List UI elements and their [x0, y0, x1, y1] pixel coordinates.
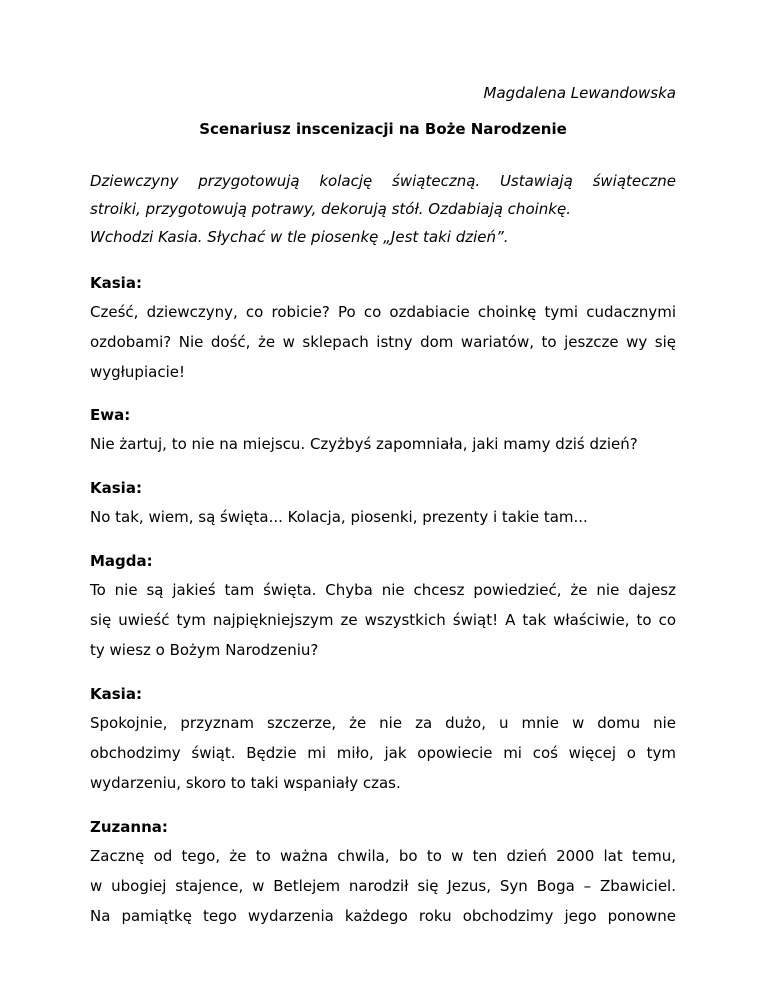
speech-text: [90, 429, 676, 459]
speaker-name: Zuzanna:: [90, 818, 168, 836]
speech-line: w ubogiej stajence, w Betlejem narodził się Jezus, Syn Boga – Zbawiciel.: [90, 877, 676, 895]
speech-line: Spokojnie, przyznam szczerze, że nie za dużo, u mnie w domu nie: [90, 714, 676, 732]
speaker-name: Kasia:: [90, 274, 142, 292]
speech-line: To nie są jakieś tam święta. Chyba nie chcesz powiedzieć, że nie dajesz: [90, 581, 676, 599]
speech-line: Nie żartuj, to nie na miejscu. Czyżbyś zapomniała, jaki mamy dziś dzień?: [90, 435, 638, 453]
dialogue-block: [90, 273, 676, 387]
speech-line: obchodzimy świąt. Będzie mi miło, jak opowiecie mi coś więcej o tym: [90, 744, 676, 762]
speech-text: [90, 708, 676, 798]
speech-text: [90, 502, 676, 532]
dialogue-block: [90, 684, 676, 798]
dialogue-block: [90, 478, 676, 532]
dialogue-block: [90, 817, 676, 931]
stage-directions: [90, 167, 676, 251]
speech-text: [90, 841, 676, 931]
dialogue-block: [90, 405, 676, 459]
stage-direction-line: Dziewczyny przygotowują kolację świąteczną. Ustawiają świąteczne: [90, 172, 676, 190]
speech-line: wydarzeniu, skoro to taki wspaniały czas.: [90, 774, 401, 792]
speech-line: ozdobami? Nie dość, że w sklepach istny dom wariatów, to jeszcze wy się: [90, 333, 676, 351]
author-name: Magdalena Lewandowska: [483, 84, 676, 102]
document-title: Scenariusz inscenizacji na Boże Narodzenie: [199, 120, 567, 138]
dialogue-block: [90, 551, 676, 665]
document-page: [90, 0, 676, 994]
speech-text: [90, 297, 676, 387]
speaker-name: Ewa:: [90, 406, 131, 424]
stage-direction-line: stroiki, przygotowują potrawy, dekorują stół. Ozdabiają choinkę.: [90, 200, 571, 218]
speech-line: wygłupiacie!: [90, 363, 185, 381]
speaker-name: Kasia:: [90, 479, 142, 497]
speech-line: Zacznę od tego, że to ważna chwila, bo to w ten dzień 2000 lat temu,: [90, 847, 676, 865]
speech-line: No tak, wiem, są święta... Kolacja, piosenki, prezenty i takie tam...: [90, 508, 588, 526]
speech-line: Cześć, dziewczyny, co robicie? Po co ozdabiacie choinkę tymi cudacznymi: [90, 303, 676, 321]
speaker-name: Kasia:: [90, 685, 142, 703]
speech-text: [90, 575, 676, 665]
speaker-name: Magda:: [90, 552, 153, 570]
speech-line: ty wiesz o Bożym Narodzeniu?: [90, 641, 319, 659]
stage-direction-line: Wchodzi Kasia. Słychać w tle piosenkę „Jest taki dzień”.: [90, 228, 509, 246]
speech-line: Na pamiątkę tego wydarzenia każdego roku obchodzimy jego ponowne: [90, 907, 676, 925]
speech-line: się uwieść tym najpiękniejszym ze wszystkich świąt! A tak właściwie, to co: [90, 611, 676, 629]
